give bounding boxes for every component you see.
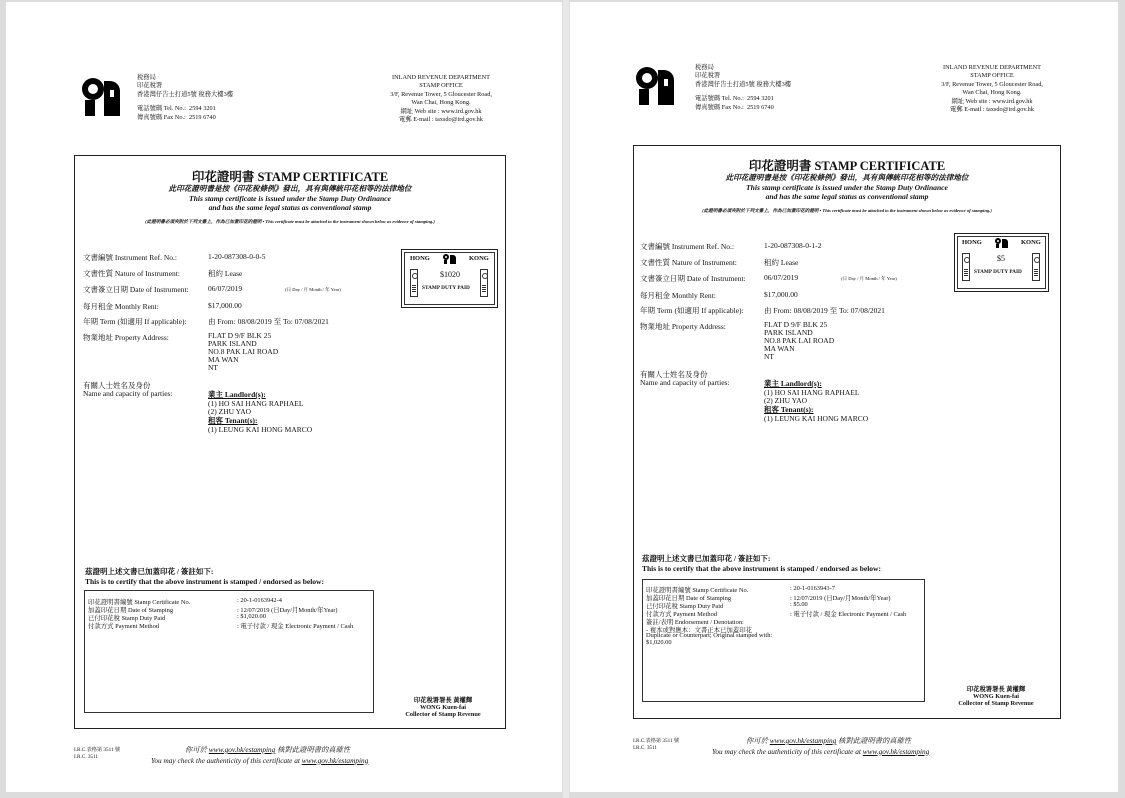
tenant-1: (1) LEUNG KAI HONG MARCO (208, 424, 313, 434)
ref-label: 文書編號 Instrument Ref. No.: (640, 242, 734, 251)
landlord-1: (1) HO SAI HANG RAPHAEL (208, 398, 304, 408)
duty-paid-value: : $5.00 (790, 601, 808, 608)
nature-label: 文書性質 Nature of Instrument: (83, 269, 180, 278)
stamp-certificate-box (633, 145, 1061, 719)
parties-list (208, 391, 312, 435)
tenant-label: 租客 Tenant(s): (208, 416, 258, 426)
estamping-link[interactable]: www.gov.hk/estamping (862, 746, 930, 756)
landlord-2: (2) ZHU YAO (208, 407, 252, 417)
landlord-label: 業主 Landlord(s): (764, 379, 822, 388)
date-format-hint: (日 Day / 月 Month / 年 Year) (841, 276, 897, 281)
rent-value: $17,000.00 (208, 301, 242, 310)
header-left-contact: 税務局 印花稅署 香港灣仔告士打道5號 稅務大樓3樓 電話號碼 Tel. No.: 2594 3201 傳真號碼 Fax No.: 2519 6740 (137, 74, 234, 121)
stamp-paid-label: STAMP DUTY PAID (422, 285, 470, 291)
header-right-contact: INLAND REVENUE DEPARTMENT STAMP OFFICE 3/F, Revenue Tower, 5 Gloucester Road, Wan Chai, Hong Kong. 網址 Web site : www.ird.gov.hk 電郵 E-mail : taxsdo@ird.gov.hk (390, 74, 492, 124)
hk-stamp-duty-paid: HONG KONG $5 STAMP DUTY PAID (954, 233, 1049, 292)
endorsement-line-3: $1,020.00 (646, 639, 672, 646)
stamp-tag-icon (480, 269, 488, 297)
property-label: 物業地址 Property Address: (83, 333, 169, 342)
ref-label: 文書編號 Instrument Ref. No.: (83, 253, 177, 262)
certify-statement: 茲證明上述文書已加蓋印花 / 簽註如下: This is to certify that the above instrument is stamped / endorsed as below: (85, 567, 324, 586)
header-right-contact: INLAND REVENUE DEPARTMENT STAMP OFFICE 3/F, Revenue Tower, 5 Gloucester Road, Wan Chai, Hong Kong. 網址 Web site : www.ird.gov.hk 電郵 E-mail : taxsdo@ird.gov.hk (941, 64, 1043, 114)
attach-note: (此證明書必須夾附於下列文書上，作為已加蓋印花的證明 • This certificate must be attached to the instrument shown below as evidence of stamping.) (145, 219, 435, 224)
landlord-label: 業主 Landlord(s): (208, 390, 266, 399)
rent-label: 每月租金 Monthly Rent: (83, 302, 159, 311)
ird-logo-icon (634, 65, 678, 105)
endorsement-line-2: Duplicate or Counterpart; Original stamped with: (646, 632, 773, 639)
header-left-contact: 税務局 印花稅署 香港灣仔告士打道5號 稅務大樓3樓 電話號碼 Tel. No.: 2594 3201 傳真號碼 Fax No.: 2519 6740 (695, 64, 792, 111)
cert-no-value: : 20-1-0163943-7 (790, 585, 835, 592)
parties-label: 有關人士姓名及身份 Name and capacity of parties: (83, 381, 173, 398)
duty-paid-value: : $1,020.00 (237, 613, 266, 620)
property-address: FLAT D 9/F BLK 25 PARK ISLAND NO.8 PAK LAI ROAD MA WAN NT (764, 320, 835, 361)
date-label: 文書簽立日期 Date of Instrument: (83, 285, 189, 294)
payment-value: : 電子付款 / 現金 Electronic Payment / Cash (237, 623, 354, 630)
authenticity-note: 你可於 www.gov.hk/estamping 核對此證明書的真確性 You may check the authenticity of this certificate at www.gov.hk/estamping (151, 745, 369, 765)
landlord-1: (1) HO SAI HANG RAPHAEL (764, 387, 860, 397)
ref-value: 1-20-087308-0-0-5 (208, 252, 266, 261)
landlord-2: (2) ZHU YAO (764, 396, 808, 406)
page-divider (563, 0, 569, 798)
estamping-link[interactable]: www.gov.hk/estamping (301, 755, 369, 765)
date-format-hint: (日 Day / 月 Month / 年 Year) (285, 287, 341, 292)
term-label: 年期 Term (如適用 If applicable): (640, 306, 744, 315)
authenticity-note: 你可於 www.gov.hk/estamping 核對此證明書的真確性 You may check the authenticity of this certificate at www.gov.hk/estamping (712, 736, 930, 756)
nature-value: 租約 Lease (764, 258, 799, 267)
stamp-tag-icon (1032, 253, 1040, 281)
rent-value: $17,000.00 (764, 290, 798, 299)
date-value: 06/07/2019 (208, 284, 243, 293)
endorsement-box: 印花證明書編號 Stamp Certificate No. : 20-1-0163943-7 加蓋印花日期 Date of Stamping : 12/07/2019 (日Day/月Month/年Year) 已付印花稅 Stamp Duty Paid : $5.00 付款方式 Payment Method : 電子付款 / 現金 Electronic Payment / Cash 簽註/表明 Endorsement / Denotation: - 複本或對應本：文書正本已加蓋印花 Duplicate or Counterpart; Original stamped with: $1,020.00 (642, 579, 925, 702)
term-value: 由 From: 08/08/2019 至 To: 07/08/2021 (764, 306, 885, 315)
stamp-value: $5 (997, 254, 1005, 263)
stamp-tag-icon (962, 253, 970, 281)
attach-note: (此證明書必須夾附於下列文書上，作為已加蓋印花的證明 • This certificate must be attached to the instrument shown below as evidence of stamping.) (702, 208, 992, 213)
ird-mini-logo-icon (443, 254, 458, 264)
nature-label: 文書性質 Nature of Instrument: (640, 258, 737, 267)
collector-signature: 印花稅署署長 黃權輝 WONG Kuen-fai Collector of Stamp Revenue (958, 686, 1034, 708)
endorsement-line-1: - 複本或對應本：文書正本已加蓋印花 (646, 627, 752, 634)
hk-stamp-duty-paid: HONG KONG $1020 STAMP DUTY PAID (401, 249, 498, 308)
tenant-1: (1) LEUNG KAI HONG MARCO (764, 413, 869, 423)
estamping-link[interactable]: www.gov.hk/estamping (769, 736, 837, 745)
parties-list (764, 380, 868, 424)
left-document-page (6, 2, 562, 792)
term-label: 年期 Term (如適用 If applicable): (83, 317, 187, 326)
certificate-subtitle: 此印花證明書是按《印花稅條例》發出，具有與傳統印花相等的法律地位 This stamp certificate is issued under the Stamp Duty Ordinance and has the same legal status as conventional stamp (725, 173, 969, 202)
ird-mini-logo-icon (995, 238, 1010, 248)
stamp-date-value: : 12/07/2019 (日Day/月Month/年Year) (237, 607, 338, 614)
collector-signature: 印花稅署署長 黃權輝 WONG Kuen-fai Collector of Stamp Revenue (405, 697, 481, 719)
ird-logo-icon (80, 76, 124, 116)
tenant-label: 租客 Tenant(s): (764, 405, 814, 415)
nature-value: 租約 Lease (208, 269, 243, 278)
endorsement-box: 印花證明書編號 Stamp Certificate No. : 20-1-0163942-4 加蓋印花日期 Date of Stamping : 12/07/2019 (日Day/月Month/年Year) 已付印花稅 Stamp Duty Paid : $1,020.00 付款方式 Payment Method : 電子付款 / 現金 Electronic Payment / Cash (84, 590, 374, 713)
payment-value: : 電子付款 / 現金 Electronic Payment / Cash (790, 611, 907, 618)
term-value: 由 From: 08/08/2019 至 To: 07/08/2021 (208, 317, 329, 326)
date-value: 06/07/2019 (764, 273, 799, 282)
right-document-page (570, 2, 1118, 792)
property-label: 物業地址 Property Address: (640, 322, 726, 331)
property-address: FLAT D 9/F BLK 25 PARK ISLAND NO.8 PAK LAI ROAD MA WAN NT (208, 331, 279, 372)
certify-statement: 茲證明上述文書已加蓋印花 / 簽註如下: This is to certify that the above instrument is stamped / endorsed as below: (642, 554, 881, 573)
form-number: I.R.C.表格第 3511 號 I.R.C. 3511 (633, 738, 680, 752)
stamp-paid-label: STAMP DUTY PAID (974, 269, 1022, 275)
stamp-certificate-box (74, 155, 506, 729)
rent-label: 每月租金 Monthly Rent: (640, 291, 716, 300)
certificate-title: 印花證明書 STAMP CERTIFICATE (748, 159, 946, 173)
cert-no-value: : 20-1-0163942-4 (237, 597, 282, 604)
parties-label: 有關人士姓名及身份 Name and capacity of parties: (640, 370, 730, 387)
stamp-value: $1020 (440, 270, 460, 279)
form-number: I.R.C.表格第 3511 號 I.R.C. 3511 (74, 747, 121, 761)
date-label: 文書簽立日期 Date of Instrument: (640, 274, 746, 283)
stamp-date-value: : 12/07/2019 (日Day/月Month/年Year) (790, 595, 891, 602)
ref-value: 1-20-087308-0-1-2 (764, 241, 822, 250)
stamp-tag-icon (410, 269, 418, 297)
certificate-subtitle: 此印花證明書是按《印花稅條例》發出，具有與傳統印花相等的法律地位 This stamp certificate is issued under the Stamp Duty Ordinance and has the same legal status as conventional stamp (168, 184, 412, 213)
estamping-link[interactable]: www.gov.hk/estamping (208, 745, 276, 754)
certificate-title: 印花證明書 STAMP CERTIFICATE (191, 170, 389, 184)
